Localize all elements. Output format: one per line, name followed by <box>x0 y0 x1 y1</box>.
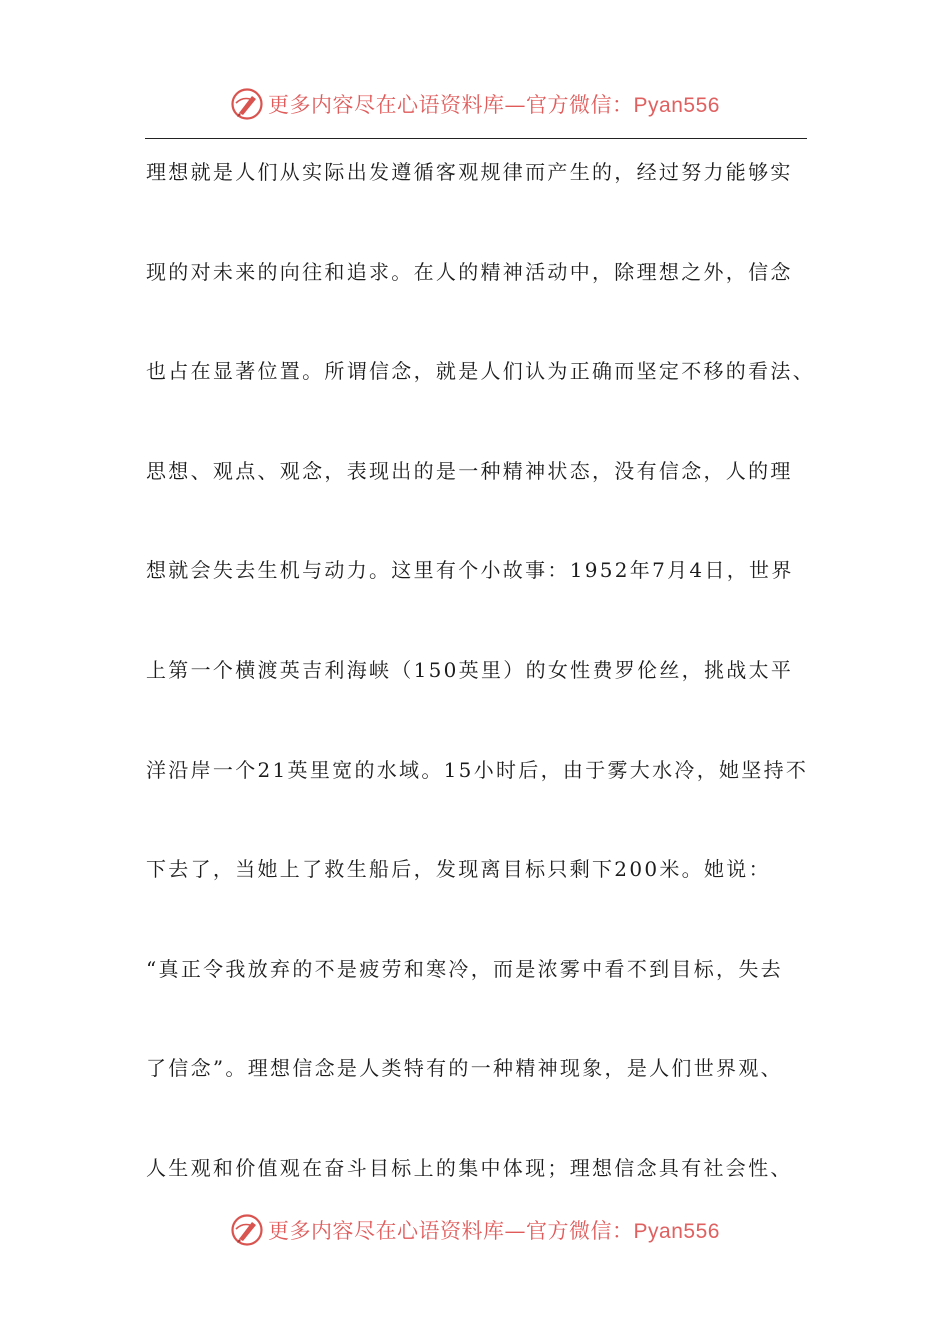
body-line: 洋沿岸一个21英里宽的水域。15小时后，由于雾大水冷，她坚持不 <box>146 757 809 782</box>
body-line: 下去了，当她上了救生船后，发现离目标只剩下200米。她说： <box>146 857 771 882</box>
body-line: 人生观和价值观在奋斗目标上的集中体现；理想信念具有社会性、 <box>146 1155 793 1180</box>
header-banner-wechat-id: Pyan556 <box>633 94 720 117</box>
body-line: “真正令我放弃的不是疲劳和寒冷，而是浓雾中看不到目标，失去 <box>146 956 783 981</box>
body-line: 想就会失去生机与动力。这里有个小故事：1952年7月4日，世界 <box>146 558 794 583</box>
body-line: 理想就是人们从实际出发遵循客观规律而产生的，经过努力能够实 <box>146 160 793 184</box>
header-banner-text <box>268 89 720 119</box>
footer-banner <box>0 1210 950 1250</box>
body-line: 上第一个横渡英吉利海峡（150英里）的女性费罗伦丝，挑战太平 <box>146 657 794 682</box>
body-line: 思想、观点、观念，表现出的是一种精神状态，没有信念，人的理 <box>146 458 793 483</box>
header-banner <box>0 84 950 124</box>
body-line: 也占在显著位置。所谓信念，就是人们认为正确而坚定不移的看法、 <box>146 359 815 384</box>
header-banner-label: 更多内容尽在心语资料库—官方微信： <box>268 93 634 117</box>
body-line: 现的对未来的向往和追求。在人的精神活动中，除理想之外，信念 <box>146 259 793 284</box>
pen-nib-logo-icon <box>230 87 264 121</box>
footer-banner-label: 更多内容尽在心语资料库—官方微信： <box>268 1219 634 1243</box>
document-body <box>146 150 815 1246</box>
pen-nib-logo-icon <box>230 1213 264 1247</box>
footer-banner-text <box>268 1215 720 1245</box>
header-divider <box>145 138 807 139</box>
footer-banner-wechat-id: Pyan556 <box>633 1220 720 1243</box>
body-line: 了信念”。理想信念是人类特有的一种精神现象，是人们世界观、 <box>146 1056 783 1081</box>
